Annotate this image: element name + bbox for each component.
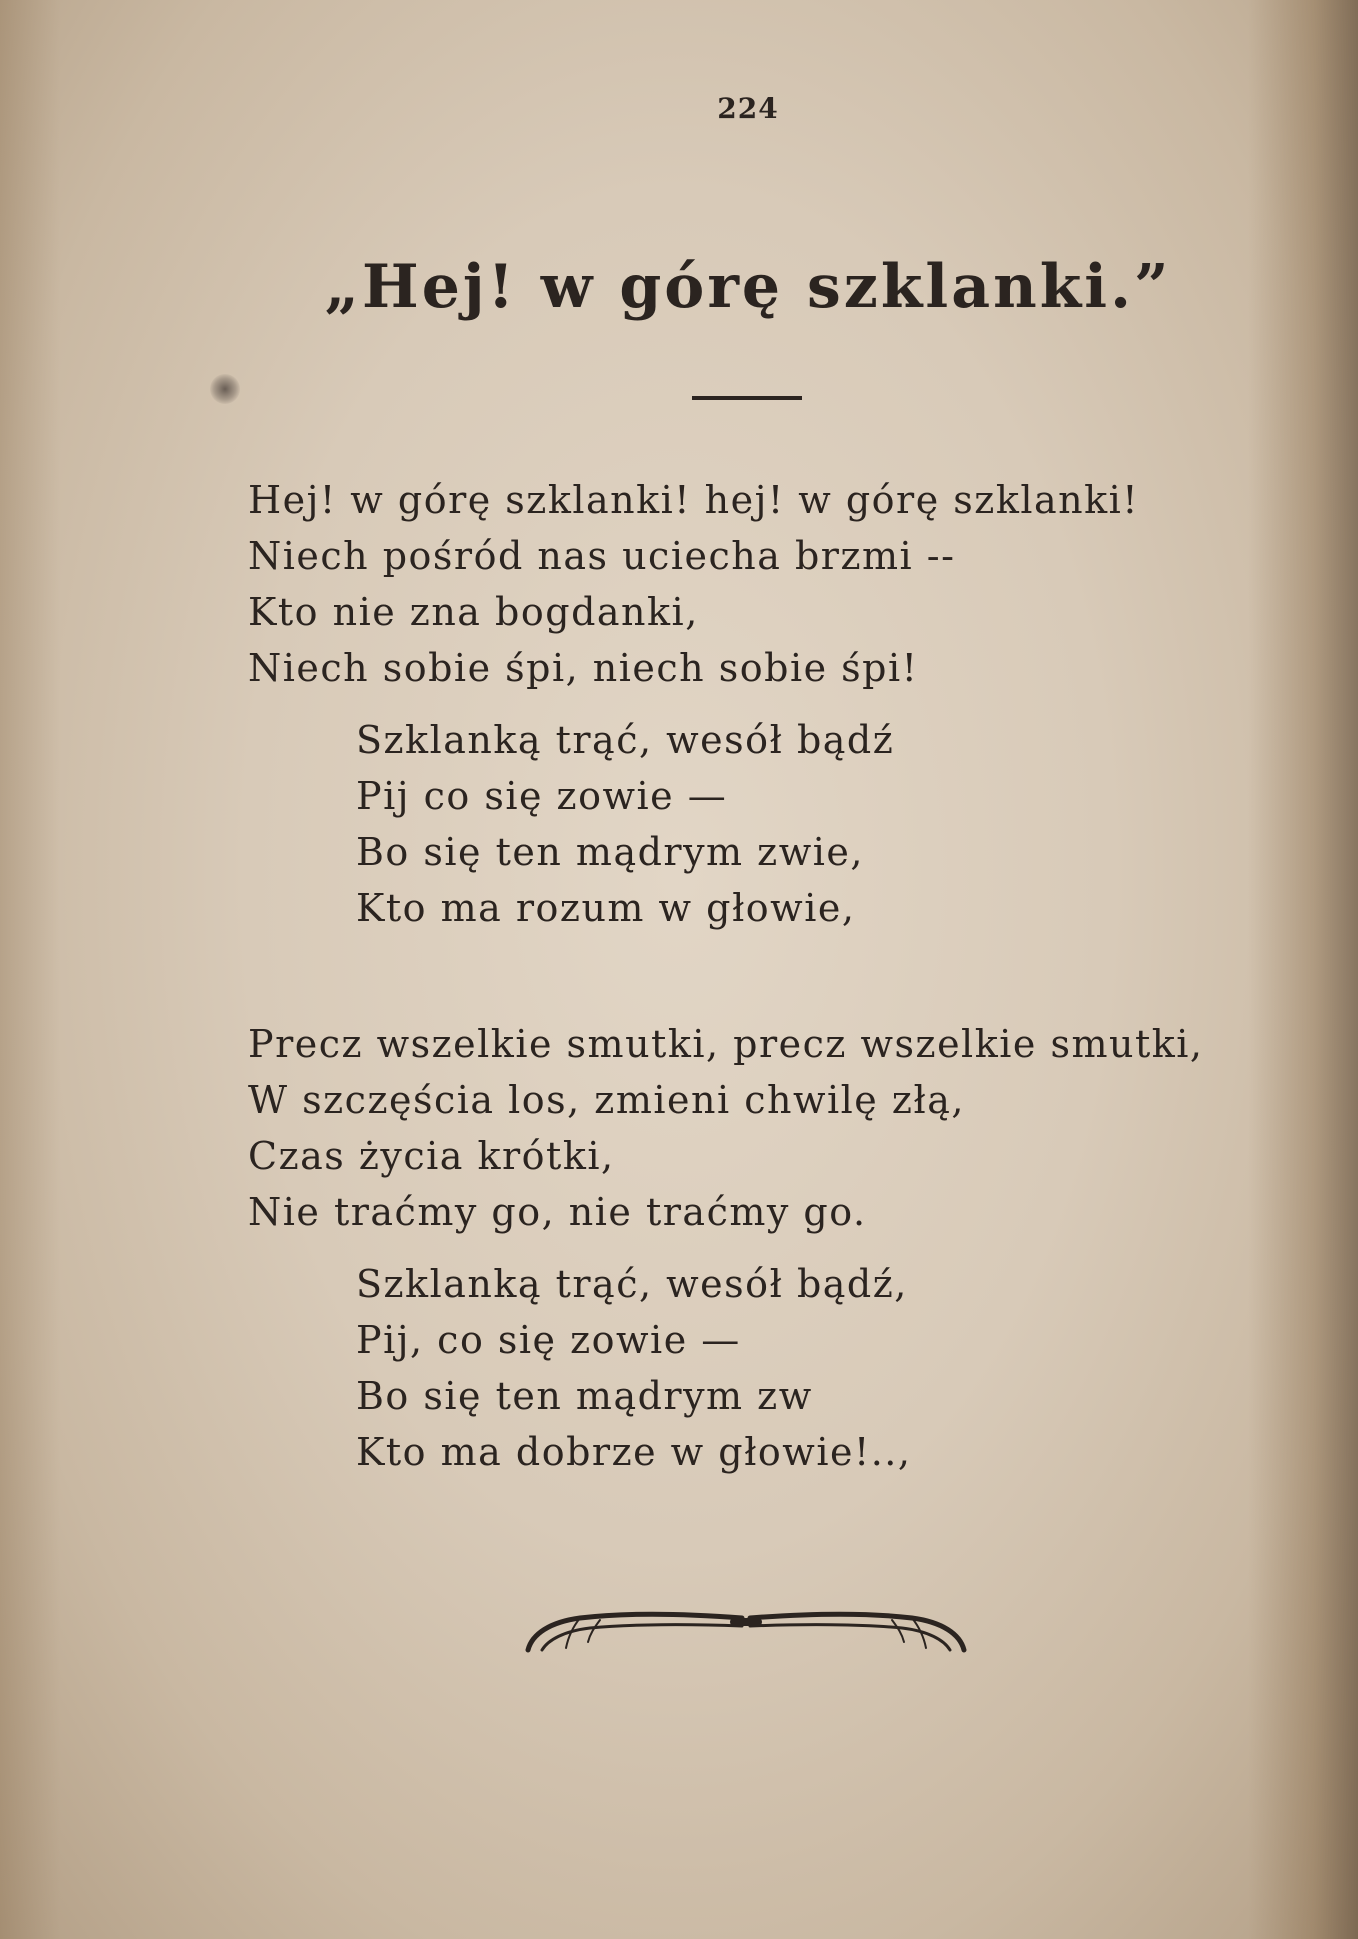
verse-line: Nie traćmy go, nie traćmy go. xyxy=(248,1190,867,1234)
verse-line: Hej! w górę szklanki! hej! w górę szklanki! xyxy=(248,478,1140,522)
verse-line: W szczęścia los, zmieni chwilę złą, xyxy=(248,1078,965,1122)
stanza-2 xyxy=(248,1016,1204,1240)
stanza-1 xyxy=(248,472,1139,696)
verse-line: Bo się ten mądrym zw xyxy=(356,1374,813,1418)
verse-line: Kto ma rozum w głowie, xyxy=(356,886,856,930)
verse-line: Pij co się zowie — xyxy=(356,774,728,818)
title-divider xyxy=(692,396,802,400)
verse-line: Szklanką trąć, wesół bądź xyxy=(356,718,895,762)
refrain-1 xyxy=(356,712,894,936)
page-number: 224 xyxy=(717,92,779,125)
verse-line: Pij, co się zowie — xyxy=(356,1318,741,1362)
verse-line: Bo się ten mądrym zwie, xyxy=(356,830,864,874)
verse-line: Kto ma dobrze w głowie!.., xyxy=(356,1430,912,1474)
decorative-flourish-icon xyxy=(520,1600,972,1660)
verse-line: Czas życia krótki, xyxy=(248,1134,615,1178)
verse-line: Kto nie zna bogdanki, xyxy=(248,590,699,634)
verse-line: Precz wszelkie smutki, precz wszelkie smutki, xyxy=(248,1022,1204,1066)
verse-line: Szklanką trąć, wesół bądź, xyxy=(356,1262,908,1306)
verse-line: Niech sobie śpi, niech sobie śpi! xyxy=(248,646,919,690)
refrain-2 xyxy=(356,1256,911,1480)
verse-line: Niech pośród nas uciecha brzmi -- xyxy=(248,534,956,578)
poem-title: „Hej! w górę szklanki.” xyxy=(324,252,1172,322)
ink-stain xyxy=(210,374,240,404)
